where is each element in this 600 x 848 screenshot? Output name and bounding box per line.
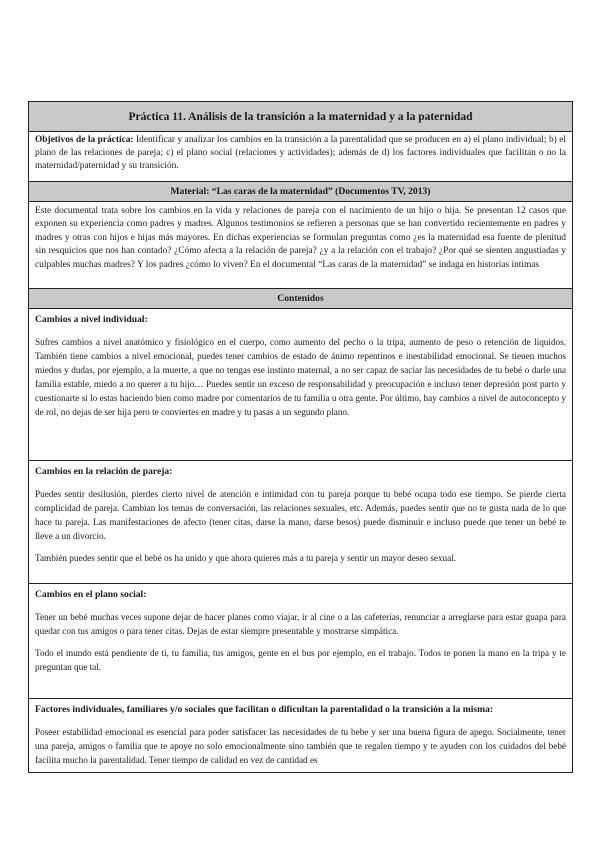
contents-header: Contenidos (277, 293, 324, 304)
contents-header-row (29, 289, 572, 309)
section-factors (29, 699, 572, 774)
section-paragraph: Poseer estabilidad emocional es esencial para poder satisfacer las necesidades de tu bebe y ser una buena figura de apego. Socialmente, tener una pareja, amigos o familia que te apoye no solo emocionalmente sino también que te regalen tiempo y te ayuden con los cuidados del bebé facilita mucho la parentalidad. Tener tiempo de calidad en vez de cantidad es (35, 727, 566, 765)
title-row (29, 102, 572, 132)
description-row (29, 202, 572, 289)
section-title: Factores individuales, familiares y/o sociales que facilitan o dificultan la parentalidad o la transición a la misma: (35, 704, 494, 715)
section-paragraph: Todo el mundo está pendiente de ti, tu familia, tus amigos, gente en el bus por ejemplo, en el trabajo. Todos te ponen la mano en la tripa y te preguntan que tal. (35, 648, 566, 672)
section-paragraph: Tener un bebé muchas veces supone dejar de hacer planes como viajar, ir al cine o a las cafeterías, renunciar a arreglarse para estar guapa para quedar con tus amigos o para tener citas. Dejas de estar siempre presentable y mostrarse simpática. (35, 612, 566, 636)
section-social (29, 584, 572, 699)
section-couple (29, 461, 572, 584)
material-row (29, 182, 572, 202)
section-title: Cambios a nivel individual: (35, 314, 148, 325)
section-title: Cambios en el plano social: (35, 589, 147, 600)
objectives-label: Objetivos de la práctica: (35, 135, 134, 145)
objectives-text: Identificar y analizar los cambios en la transición a la parentalidad que se producen en a) el plano individual; b) el plano de las relaciones de pareja; c) el plano social (relaciones y actividades); además de d) los factores individuales que facilitan o no la maternidad/paternidad y su transición. (35, 135, 566, 172)
section-title: Cambios en la relación de pareja: (35, 466, 173, 477)
material-label: Material: “Las caras de la maternidad” (Documentos TV, 2013) (170, 186, 431, 197)
section-paragraph: También puedes sentir que el bebé os ha unido y que ahora quieres más a tu pareja y sentir un mayor deseo sexual. (35, 553, 457, 563)
page-title: Práctica 11. Análisis de la transición a la maternidad y a la paternidad (128, 110, 473, 123)
description-text: Este documental trata sobre los cambios en la vida y relaciones de pareja con el nacimiento de un hijo o hija. Se presentan 12 casos que exponen su experiencia como padres y madres. Algunos testimonios se refieren a personas que se han convertido recientemente en padres y madres y otras con hijos e hijas más mayores. En dichas experiencias se formulan preguntas como ¿es la maternidad esa fuente de plenitud sin resquicios que nos han contado? ¿Cómo afecta a la relación de pareja? ¿y a la relación con el trabajo? ¿Por qué se sienten angustiadas y culpables muchas madres? Y los padres ¿cómo lo viven? En el documental “Las caras de la maternidad” se indaga en historias íntimas (35, 206, 566, 270)
section-individual (29, 309, 572, 461)
section-paragraph: Puedes sentir desilusión, pierdes cierto nivel de atención e intimidad con tu pareja porque tu bebé ocupa todo ese tiempo. Se pierde cierta complicidad de pareja. Cambian los temas de conversación, las relaciones sexuales, etc. Además, puedes sentir que no te gusta nada de lo que hace tu pareja. Las manifestaciones de afecto (tener citas, darse la mano, darse besos) puede disminuir e incluso puede que tener un bebé te lleve a un divorcio. (35, 489, 566, 541)
section-paragraph: Sufres cambios a nivel anatómico y fisiológico en el cuerpo, como aumento del pecho o la tripa, aumento de peso o retención de líquidos. También tiene cambios a nivel emocional, puedes tener cambios de estado de ánimo repentinos e inestabilidad emocional. Se tienen muchos miedos y dudas, por ejemplo, a la muerte, a que no tengas ese instinto maternal, a no ser capaz de saciar las necesidades de tu bebé o darle una familia estable, miedo a no querer a tu hijo… Puedes sentir un exceso de responsabilidad y preocupación e incluso tener depresión post parto y cuestionarte si lo estas haciendo bien como madre por comentarios de tu familia u otra gente. Por último, hay cambios a nivel de autoconcepto y de rol, no dejas de ser hija pero te conviertes en madre y tu pasas a un segundo plano. (35, 337, 566, 417)
practice-table (28, 101, 573, 773)
objectives-row (29, 132, 572, 182)
